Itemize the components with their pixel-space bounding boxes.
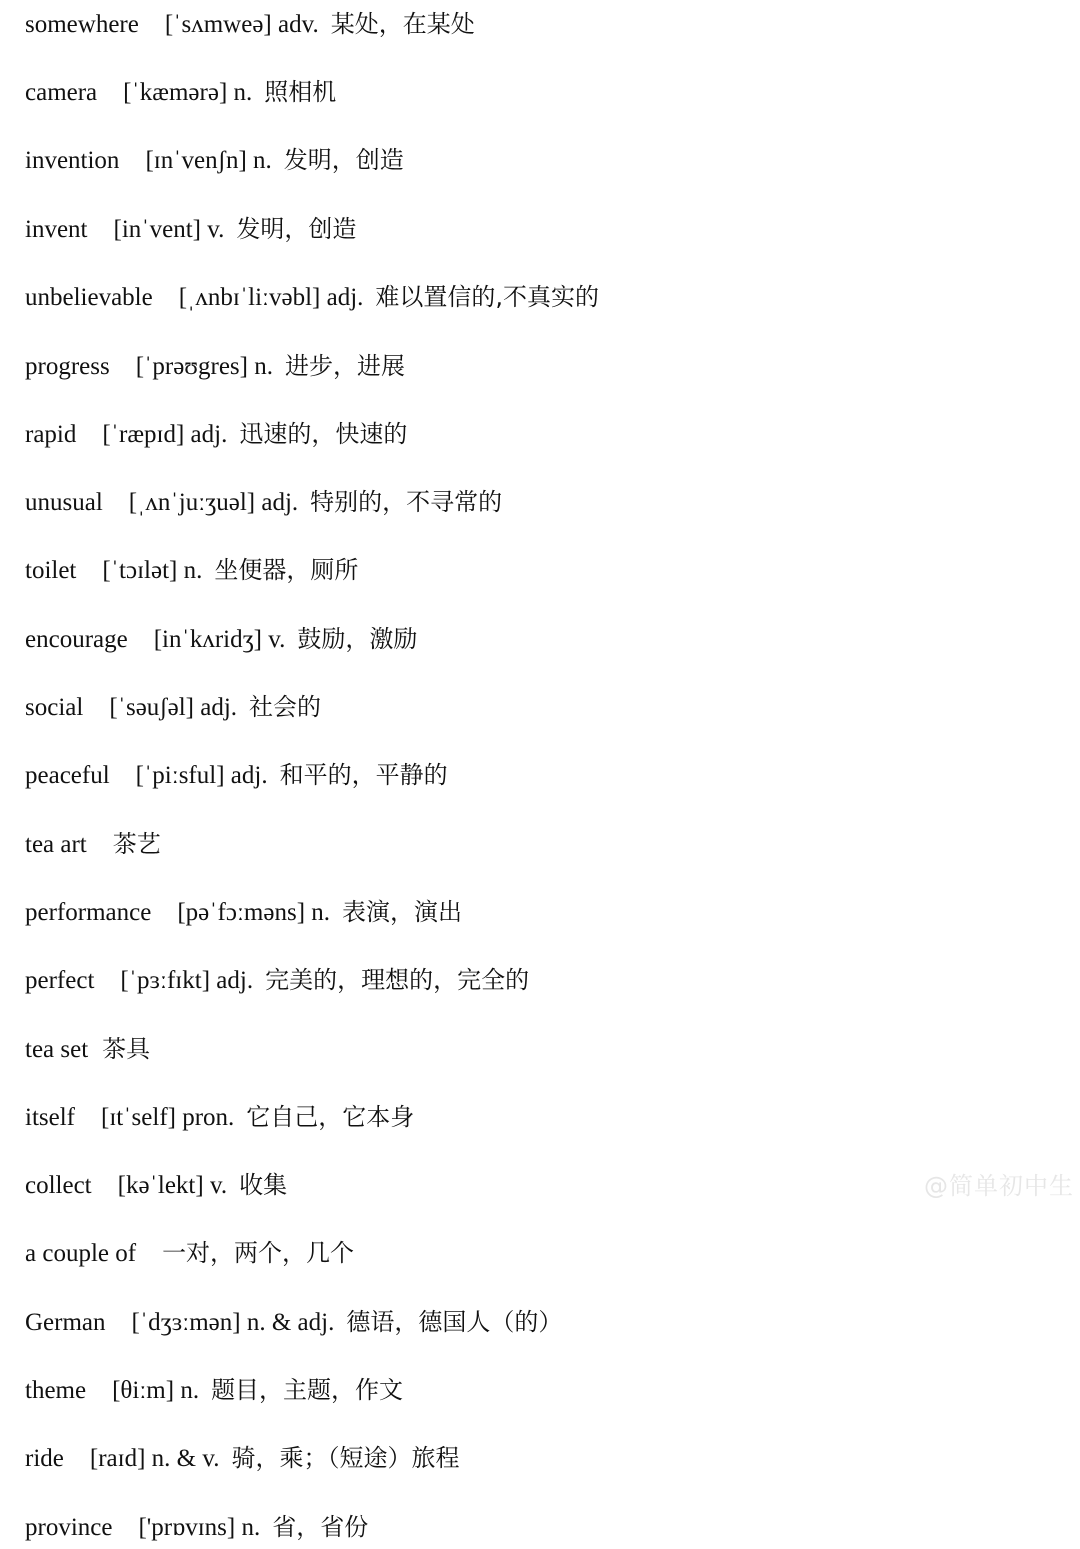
entry-pos: v. bbox=[207, 216, 225, 243]
entry-meaning: 迅速的，快速的 bbox=[239, 420, 408, 448]
entry-meaning: 照相机 bbox=[264, 78, 337, 106]
entry-pos: n. bbox=[183, 557, 203, 584]
entry-word: social bbox=[25, 694, 84, 721]
vocab-entry bbox=[25, 1165, 287, 1205]
vocab-entry bbox=[25, 1233, 354, 1273]
entry-phonetic: [ˈtɔɪlət] bbox=[102, 557, 178, 584]
entry-pos: adj. bbox=[200, 694, 238, 721]
entry-pos: v. bbox=[268, 626, 286, 653]
watermark: @简单初中生 bbox=[924, 1172, 1074, 1200]
entry-meaning: 完美的，理想的，完全的 bbox=[265, 966, 530, 994]
entry-phonetic: [ˈræpɪd] bbox=[102, 421, 185, 448]
vocab-entry bbox=[25, 414, 407, 454]
entry-word: ride bbox=[25, 1445, 64, 1472]
vocab-entry bbox=[25, 687, 321, 727]
entry-phonetic: [ˈsəuʃəl] bbox=[109, 694, 194, 721]
entry-pos: n. bbox=[253, 147, 272, 174]
entry-pos: n. bbox=[233, 79, 253, 106]
vocab-entry bbox=[25, 209, 356, 249]
vocab-entry bbox=[25, 277, 599, 317]
entry-word: province bbox=[25, 1514, 113, 1541]
entry-word: a couple of bbox=[25, 1240, 137, 1267]
entry-pos: adj. bbox=[326, 284, 364, 311]
entry-phonetic: [ˌʌnbɪˈliːvəbl] bbox=[178, 284, 321, 311]
entry-word: toilet bbox=[25, 557, 77, 584]
entry-meaning: 省，省份 bbox=[272, 1513, 369, 1541]
entry-phonetic: [θiːm] bbox=[112, 1377, 175, 1404]
entry-phonetic: [ɪnˈvenʃn] bbox=[145, 147, 247, 174]
entry-pos: n. bbox=[241, 1514, 261, 1541]
vocab-entry bbox=[25, 1507, 368, 1547]
entry-word: somewhere bbox=[25, 11, 139, 38]
entry-meaning: 茶具 bbox=[102, 1035, 151, 1063]
entry-word: perfect bbox=[25, 967, 95, 994]
entry-phonetic: [ɪtˈself] bbox=[101, 1104, 176, 1131]
entry-meaning: 骑，乘；（短途）旅程 bbox=[231, 1444, 460, 1472]
entry-word: unusual bbox=[25, 489, 103, 516]
entry-pos: n. bbox=[180, 1377, 200, 1404]
entry-phonetic: [kəˈlekt] bbox=[117, 1172, 204, 1199]
entry-pos: adj. bbox=[190, 421, 228, 448]
entry-pos: n. bbox=[311, 899, 331, 926]
entry-meaning: 它自己，它本身 bbox=[246, 1103, 415, 1131]
entry-word: collect bbox=[25, 1172, 92, 1199]
entry-word: unbelievable bbox=[25, 284, 153, 311]
entry-meaning: 题目，主题，作文 bbox=[211, 1376, 404, 1404]
entry-phonetic: ['prɒvɪns] bbox=[138, 1514, 236, 1541]
entry-meaning: 难以置信的,不真实的 bbox=[375, 283, 600, 311]
entry-meaning: 社会的 bbox=[249, 693, 322, 721]
entry-meaning: 茶艺 bbox=[112, 830, 161, 858]
entry-meaning: 某处，在某处 bbox=[330, 10, 475, 38]
entry-pos: n. bbox=[254, 353, 273, 380]
entry-meaning: 进步，进展 bbox=[285, 352, 405, 380]
entry-word: rapid bbox=[25, 421, 77, 448]
vocab-entry bbox=[25, 960, 529, 1000]
entry-pos: pron. bbox=[182, 1104, 235, 1131]
entry-phonetic: [ˈprəʊgres] bbox=[135, 353, 248, 380]
vocab-entry bbox=[25, 824, 161, 864]
vocab-entry bbox=[25, 1370, 403, 1410]
entry-meaning: 特别的，不寻常的 bbox=[310, 488, 503, 516]
entry-word: camera bbox=[25, 79, 98, 106]
entry-word: theme bbox=[25, 1377, 87, 1404]
entry-meaning: 德语，德国人（的） bbox=[346, 1308, 563, 1336]
entry-word: encourage bbox=[25, 626, 128, 653]
entry-word: German bbox=[25, 1309, 106, 1336]
entry-word: invention bbox=[25, 147, 120, 174]
entry-pos: n. & v. bbox=[151, 1445, 220, 1472]
entry-word: tea art bbox=[25, 831, 87, 858]
entry-phonetic: [pəˈfɔːməns] bbox=[177, 899, 306, 926]
entry-word: itself bbox=[25, 1104, 75, 1131]
vocab-entry bbox=[25, 4, 475, 44]
entry-word: progress bbox=[25, 353, 110, 380]
vocab-entry bbox=[25, 619, 417, 659]
entry-word: peaceful bbox=[25, 762, 110, 789]
vocab-entry bbox=[25, 140, 404, 180]
entry-word: invent bbox=[25, 216, 88, 243]
vocab-entry bbox=[25, 1302, 562, 1342]
vocab-entry bbox=[25, 1438, 459, 1478]
entry-phonetic: [ˈdʒɜːmən] bbox=[131, 1309, 241, 1336]
vocab-entry bbox=[25, 1097, 414, 1137]
vocab-entry bbox=[25, 892, 462, 932]
entry-word: tea set bbox=[25, 1036, 89, 1063]
vocab-entry bbox=[25, 72, 336, 112]
entry-pos: v. bbox=[209, 1172, 228, 1199]
vocab-entry bbox=[25, 550, 358, 590]
entry-pos: adj. bbox=[216, 967, 254, 994]
entry-meaning: 发明，创造 bbox=[283, 146, 404, 174]
entry-phonetic: [ˌʌnˈjuːʒuəl] bbox=[128, 489, 256, 516]
entry-meaning: 发明，创造 bbox=[236, 215, 357, 243]
entry-phonetic: [ˈpɜːfɪkt] bbox=[120, 967, 211, 994]
entry-meaning: 鼓励，激励 bbox=[297, 625, 418, 653]
entry-word: performance bbox=[25, 899, 152, 926]
entry-meaning: 表演，演出 bbox=[342, 898, 463, 926]
entry-phonetic: [ˈkæmərə] bbox=[123, 79, 228, 106]
entry-pos: adj. bbox=[261, 489, 299, 516]
entry-meaning: 坐便器，厕所 bbox=[214, 556, 359, 584]
entry-phonetic: [ˈsʌmweə] bbox=[164, 11, 272, 38]
vocab-entry bbox=[25, 346, 405, 386]
entry-pos: adv. bbox=[278, 11, 319, 38]
vocab-entry bbox=[25, 482, 502, 522]
entry-meaning: 和平的，平静的 bbox=[279, 761, 448, 789]
entry-phonetic: [inˈkʌridʒ] bbox=[153, 626, 263, 653]
entry-phonetic: [inˈvent] bbox=[113, 216, 201, 243]
entry-meaning: 一对，两个，几个 bbox=[162, 1239, 355, 1267]
entry-pos: adj. bbox=[230, 762, 268, 789]
entry-phonetic: [raɪd] bbox=[89, 1445, 146, 1472]
entry-phonetic: [ˈpiːsful] bbox=[135, 762, 225, 789]
vocab-entry bbox=[25, 1029, 150, 1069]
entry-pos: n. & adj. bbox=[246, 1309, 335, 1336]
vocab-entry bbox=[25, 755, 448, 795]
entry-meaning: 收集 bbox=[239, 1171, 288, 1199]
